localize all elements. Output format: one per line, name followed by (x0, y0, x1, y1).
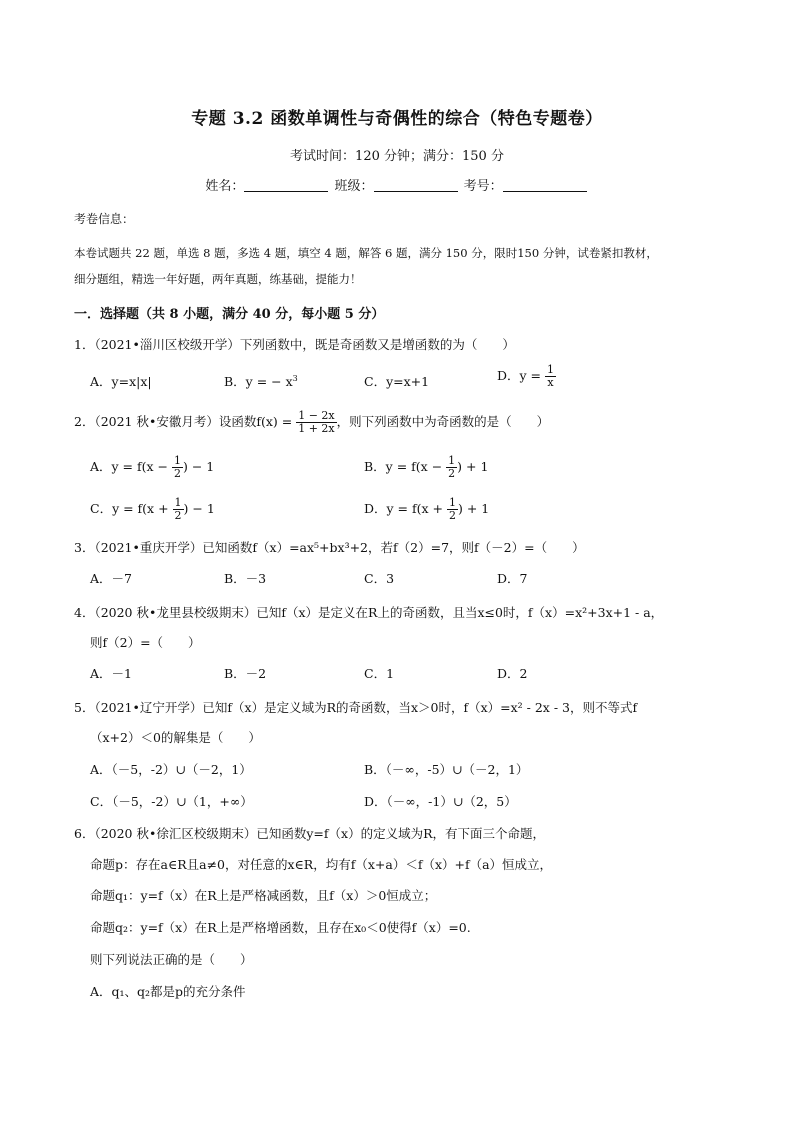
half-fraction (447, 497, 458, 522)
question-1-stem: 1．（2021•淄川区校级开学）下列函数中，既是奇函数又是增函数的为（ ） (74, 337, 515, 352)
q2-a-pre: A．y = f(x − (90, 459, 172, 474)
question-5-stem: 5．（2021•辽宁开学）已知f（x）是定义域为R的奇函数，当x＞0时，f（x）=x² - 2x - 3，则不等式f (74, 700, 638, 715)
q1-option-d[interactable] (497, 364, 556, 389)
question-4-stem-2: 则f（2）=（ ） (90, 635, 201, 650)
q1-option-b-text: B．y = − x (224, 374, 293, 389)
fraction-denominator: x (547, 376, 554, 389)
q2-a-post: ) − 1 (182, 459, 215, 474)
q3-option-b[interactable]: B．－3 (224, 571, 267, 586)
fraction-numerator: 1 (173, 454, 181, 467)
q5-option-b[interactable]: B．（－∞，-5）∪（－2，1） (364, 762, 529, 777)
q2-stem-post: ，则下列函数中为奇函数的是（ ） (336, 414, 550, 429)
section-title: 一．选择题（共 8 小题，满分 40 分，每小题 5 分） (74, 307, 385, 322)
question-3-stem: 3．（2021•重庆开学）已知函数f（x）=ax⁵+bx³+2，若f（2）=7，则f（－2）=（ ） (74, 540, 585, 555)
info-heading: 考卷信息： (74, 212, 135, 226)
number-label: 考号： (463, 179, 503, 194)
fraction-numerator: 1 (448, 454, 456, 467)
fraction-denominator: 1 + 2x (298, 422, 335, 435)
q2-option-b[interactable] (364, 455, 488, 480)
name-label: 姓名： (205, 179, 245, 194)
half-fraction (172, 455, 183, 480)
fraction-numerator: 1 (448, 496, 456, 509)
q1-option-d-text: D．y = (497, 368, 546, 383)
q2-option-a[interactable] (90, 455, 214, 480)
q1-option-a[interactable]: A．y=x|x| (90, 374, 152, 389)
q2-option-c[interactable] (90, 497, 215, 522)
fraction-denominator: 2 (448, 467, 456, 480)
q2-fraction (296, 410, 336, 435)
name-blank[interactable] (244, 177, 328, 192)
info-line-1: 本卷试题共 22 题，单选 8 题，多选 4 题，填空 4 题，解答 6 题，满分 150 分，限时150 分钟，试卷紧扣教材， (74, 246, 658, 260)
q6-option-a[interactable]: A．q₁、q₂都是p的充分条件 (90, 984, 246, 999)
q4-option-b[interactable]: B．－2 (224, 666, 267, 681)
fraction-numerator: 1 (174, 496, 182, 509)
exam-time: 考试时间：120 分钟；满分：150 分 (290, 149, 504, 164)
q6-proposition-q1: 命题q₁：y=f（x）在R上是严格减函数，且f（x）＞0恒成立； (90, 888, 437, 903)
q2-b-post: ) + 1 (457, 459, 489, 474)
student-fields (0, 175, 794, 194)
q2-b-pre: B．y = f(x − (364, 459, 447, 474)
page-title: 专题 3.2 函数单调性与奇偶性的综合（特色专题卷） (191, 109, 603, 129)
question-5-stem-2: （x+2）＜0的解集是（ ） (90, 730, 261, 745)
q1-option-b[interactable] (224, 372, 298, 390)
half-fraction (446, 455, 457, 480)
q1-option-d-fraction (545, 364, 556, 389)
q2-d-post: ) + 1 (457, 501, 490, 516)
q2-c-pre: C．y = f(x + (90, 501, 173, 516)
q4-option-d[interactable]: D．2 (497, 666, 528, 681)
q2-c-post: ) − 1 (183, 501, 215, 516)
fraction-numerator: 1 − 2x (298, 409, 335, 422)
q1-option-c[interactable]: C．y=x+1 (364, 374, 430, 389)
q2-stem-pre: 2．（2021 秋•安徽月考）设函数f(x) = (74, 414, 297, 429)
q6-ask: 则下列说法正确的是（ ） (90, 952, 253, 967)
number-blank[interactable] (503, 177, 587, 192)
q3-option-a[interactable]: A．－7 (90, 571, 132, 586)
q1-option-b-sup: 3 (292, 373, 298, 383)
q5-option-a[interactable]: A．（－5，-2）∪（－2，1） (90, 762, 252, 777)
q3-option-c[interactable]: C．3 (364, 571, 395, 586)
q6-proposition-p: 命题p：存在a∈R且a≠0，对任意的x∈R，均有f（x+a）＜f（x）+f（a）恒成立， (90, 857, 553, 872)
fraction-denominator: 2 (448, 509, 456, 522)
fraction-denominator: 2 (173, 467, 181, 480)
q5-option-d[interactable]: D．（－∞，-1）∪（2，5） (364, 794, 517, 809)
q3-option-d[interactable]: D．7 (497, 571, 528, 586)
fraction-denominator: 2 (174, 509, 182, 522)
q2-d-pre: D．y = f(x + (364, 501, 447, 516)
q2-option-d[interactable] (364, 497, 489, 522)
question-2-stem (74, 410, 549, 435)
half-fraction (173, 497, 184, 522)
question-6-stem: 6．（2020 秋•徐汇区校级期末）已知函数y=f（x）的定义域为R，有下面三个命题， (74, 826, 545, 841)
q4-option-a[interactable]: A．－1 (90, 666, 132, 681)
info-line-2: 细分题组，精选一年好题，两年真题，练基础，提能力！ (74, 272, 362, 286)
q5-option-c[interactable]: C．（－5，-2）∪（1，+∞） (90, 794, 253, 809)
q4-option-c[interactable]: C．1 (364, 666, 395, 681)
fraction-numerator: 1 (547, 363, 555, 376)
q6-proposition-q2: 命题q₂：y=f（x）在R上是严格增函数，且存在x₀＜0使得f（x）=0. (90, 920, 471, 935)
class-blank[interactable] (374, 177, 458, 192)
question-4-stem: 4．（2020 秋•龙里县校级期末）已知f（x）是定义在R上的奇函数，且当x≤0时，f（x）=x²+3x+1 - a， (74, 605, 664, 620)
info-body (74, 240, 724, 292)
class-label: 班级： (334, 179, 374, 194)
